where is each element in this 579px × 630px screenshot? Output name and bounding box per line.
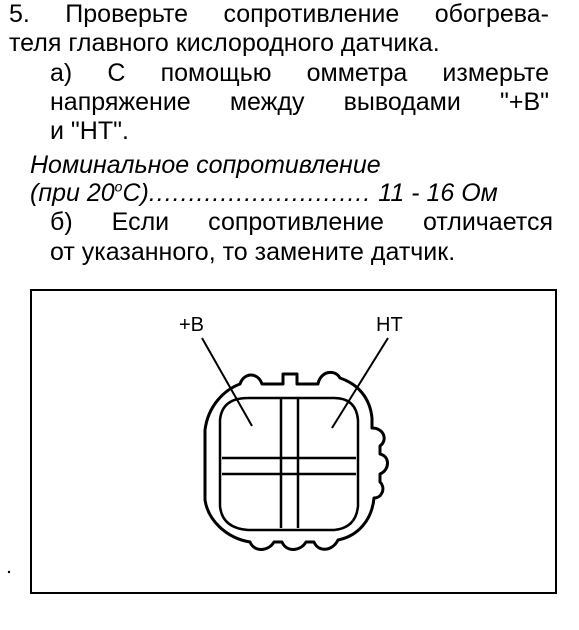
terminal-label-plus-b: +В — [179, 314, 205, 336]
terminal-label-ht: НТ — [376, 314, 403, 336]
step-5a-line-2: напряжение между выводами "+В" — [50, 88, 549, 116]
step-5-line-2: теля главного кислородного датчика. — [9, 29, 440, 57]
leader-line-ht — [332, 338, 388, 428]
step-5-line-1: 5. Проверьте сопротивление обогрева- — [9, 0, 549, 28]
spec-value: 11 - 16 Ом — [378, 179, 498, 207]
step-5b-line-2: от указанного, то замените датчик. — [50, 238, 456, 266]
spec-degree-mark: o — [114, 178, 123, 195]
step-5a-line-1: а) С помощью омметра измерьте — [50, 59, 549, 87]
spec-condition-suffix: С) — [122, 179, 149, 207]
step-5b-line-1: б) Если сопротивление отличается — [50, 208, 553, 236]
spec-condition-prefix: (при 20 — [30, 179, 115, 207]
spec-title: Номинальное сопротивление — [30, 151, 381, 179]
scan-speck — [8, 571, 10, 573]
connector-cross-divider — [222, 398, 356, 528]
step-5a-line-3: и "НТ". — [50, 117, 129, 145]
spec-leader-dots: ............................ — [148, 179, 372, 207]
